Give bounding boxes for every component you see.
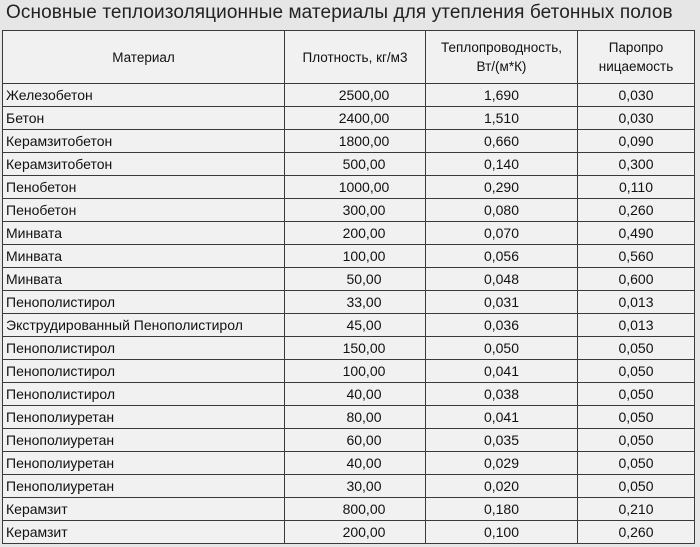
cell-vapor-permeability: 0,030 <box>578 84 695 107</box>
table-row <box>3 360 695 383</box>
cell-conductivity: 0,031 <box>426 291 578 314</box>
cell-density: 33,00 <box>285 291 426 314</box>
table-row <box>3 429 695 452</box>
table-row <box>3 337 695 360</box>
cell-material: Минвата <box>3 245 285 268</box>
cell-conductivity: 0,140 <box>426 153 578 176</box>
cell-material: Пенополиуретан <box>3 429 285 452</box>
table-row <box>3 153 695 176</box>
cell-conductivity: 0,050 <box>426 337 578 360</box>
cell-density: 80,00 <box>285 406 426 429</box>
materials-table <box>2 30 695 544</box>
page-title: Основные теплоизоляционные материалы для утепления бетонных полов <box>6 2 673 23</box>
cell-density: 1000,00 <box>285 176 426 199</box>
header-vapor-line1: Паропро <box>608 40 664 55</box>
cell-vapor-permeability: 0,030 <box>578 107 695 130</box>
cell-density: 2500,00 <box>285 84 426 107</box>
cell-conductivity: 0,290 <box>426 176 578 199</box>
cell-material: Пенополистирол <box>3 291 285 314</box>
table-row <box>3 84 695 107</box>
cell-vapor-permeability: 0,260 <box>578 521 695 544</box>
table-row <box>3 222 695 245</box>
cell-vapor-permeability: 0,300 <box>578 153 695 176</box>
cell-conductivity: 0,035 <box>426 429 578 452</box>
cell-conductivity: 0,100 <box>426 521 578 544</box>
cell-density: 500,00 <box>285 153 426 176</box>
cell-conductivity: 0,048 <box>426 268 578 291</box>
cell-conductivity: 0,038 <box>426 383 578 406</box>
table-row <box>3 383 695 406</box>
cell-density: 30,00 <box>285 475 426 498</box>
cell-vapor-permeability: 0,050 <box>578 475 695 498</box>
header-conductivity-line2: Вт/(м*К) <box>476 59 527 74</box>
table-row <box>3 107 695 130</box>
cell-vapor-permeability: 0,490 <box>578 222 695 245</box>
cell-material: Керамзит <box>3 498 285 521</box>
cell-material: Пенополистирол <box>3 337 285 360</box>
cell-material: Пенополиуретан <box>3 406 285 429</box>
cell-density: 100,00 <box>285 360 426 383</box>
cell-conductivity: 0,080 <box>426 199 578 222</box>
cell-conductivity: 0,036 <box>426 314 578 337</box>
table-row <box>3 314 695 337</box>
cell-vapor-permeability: 0,260 <box>578 199 695 222</box>
cell-vapor-permeability: 0,050 <box>578 406 695 429</box>
cell-density: 300,00 <box>285 199 426 222</box>
cell-conductivity: 1,510 <box>426 107 578 130</box>
cell-material: Минвата <box>3 268 285 291</box>
cell-density: 800,00 <box>285 498 426 521</box>
cell-vapor-permeability: 0,560 <box>578 245 695 268</box>
cell-material: Железобетон <box>3 84 285 107</box>
cell-density: 1800,00 <box>285 130 426 153</box>
header-vapor-line2: ницаемость <box>598 59 674 74</box>
cell-material: Керамзитобетон <box>3 153 285 176</box>
table-row <box>3 498 695 521</box>
cell-density: 40,00 <box>285 383 426 406</box>
cell-material: Пенополиуретан <box>3 452 285 475</box>
cell-conductivity: 1,690 <box>426 84 578 107</box>
cell-conductivity: 0,041 <box>426 360 578 383</box>
cell-vapor-permeability: 0,210 <box>578 498 695 521</box>
cell-conductivity: 0,020 <box>426 475 578 498</box>
table-row <box>3 199 695 222</box>
header-vapor-permeability <box>578 31 695 84</box>
header-density: Плотность, кг/м3 <box>285 31 426 84</box>
cell-vapor-permeability: 0,110 <box>578 176 695 199</box>
table-row <box>3 406 695 429</box>
cell-density: 50,00 <box>285 268 426 291</box>
cell-material: Бетон <box>3 107 285 130</box>
cell-material: Керамзит <box>3 521 285 544</box>
cell-material: Пенополистирол <box>3 360 285 383</box>
cell-density: 45,00 <box>285 314 426 337</box>
table-row <box>3 452 695 475</box>
header-row <box>3 31 695 84</box>
cell-conductivity: 0,056 <box>426 245 578 268</box>
cell-vapor-permeability: 0,090 <box>578 130 695 153</box>
cell-density: 100,00 <box>285 245 426 268</box>
cell-material: Пенополиуретан <box>3 475 285 498</box>
cell-density: 200,00 <box>285 521 426 544</box>
cell-density: 2400,00 <box>285 107 426 130</box>
table-row <box>3 176 695 199</box>
cell-conductivity: 0,070 <box>426 222 578 245</box>
table-row <box>3 130 695 153</box>
cell-material: Керамзитобетон <box>3 130 285 153</box>
cell-vapor-permeability: 0,050 <box>578 429 695 452</box>
cell-density: 200,00 <box>285 222 426 245</box>
cell-density: 60,00 <box>285 429 426 452</box>
cell-vapor-permeability: 0,050 <box>578 360 695 383</box>
cell-material: Минвата <box>3 222 285 245</box>
cell-vapor-permeability: 0,050 <box>578 383 695 406</box>
cell-conductivity: 0,029 <box>426 452 578 475</box>
cell-density: 40,00 <box>285 452 426 475</box>
table-row <box>3 268 695 291</box>
header-conductivity <box>426 31 578 84</box>
cell-density: 150,00 <box>285 337 426 360</box>
cell-conductivity: 0,660 <box>426 130 578 153</box>
cell-vapor-permeability: 0,050 <box>578 337 695 360</box>
header-material: Материал <box>3 31 285 84</box>
table-row <box>3 521 695 544</box>
cell-vapor-permeability: 0,013 <box>578 314 695 337</box>
cell-material: Пенополистирол <box>3 383 285 406</box>
table-row <box>3 475 695 498</box>
cell-material: Пенобетон <box>3 199 285 222</box>
cell-conductivity: 0,041 <box>426 406 578 429</box>
table-row <box>3 291 695 314</box>
header-conductivity-line1: Теплопроводность, <box>441 40 562 55</box>
cell-material: Экструдированный Пенополистирол <box>3 314 285 337</box>
cell-vapor-permeability: 0,013 <box>578 291 695 314</box>
table-body <box>3 84 695 544</box>
table-header <box>3 31 695 84</box>
cell-material: Пенобетон <box>3 176 285 199</box>
cell-vapor-permeability: 0,600 <box>578 268 695 291</box>
cell-conductivity: 0,180 <box>426 498 578 521</box>
cell-vapor-permeability: 0,050 <box>578 452 695 475</box>
table-row <box>3 245 695 268</box>
